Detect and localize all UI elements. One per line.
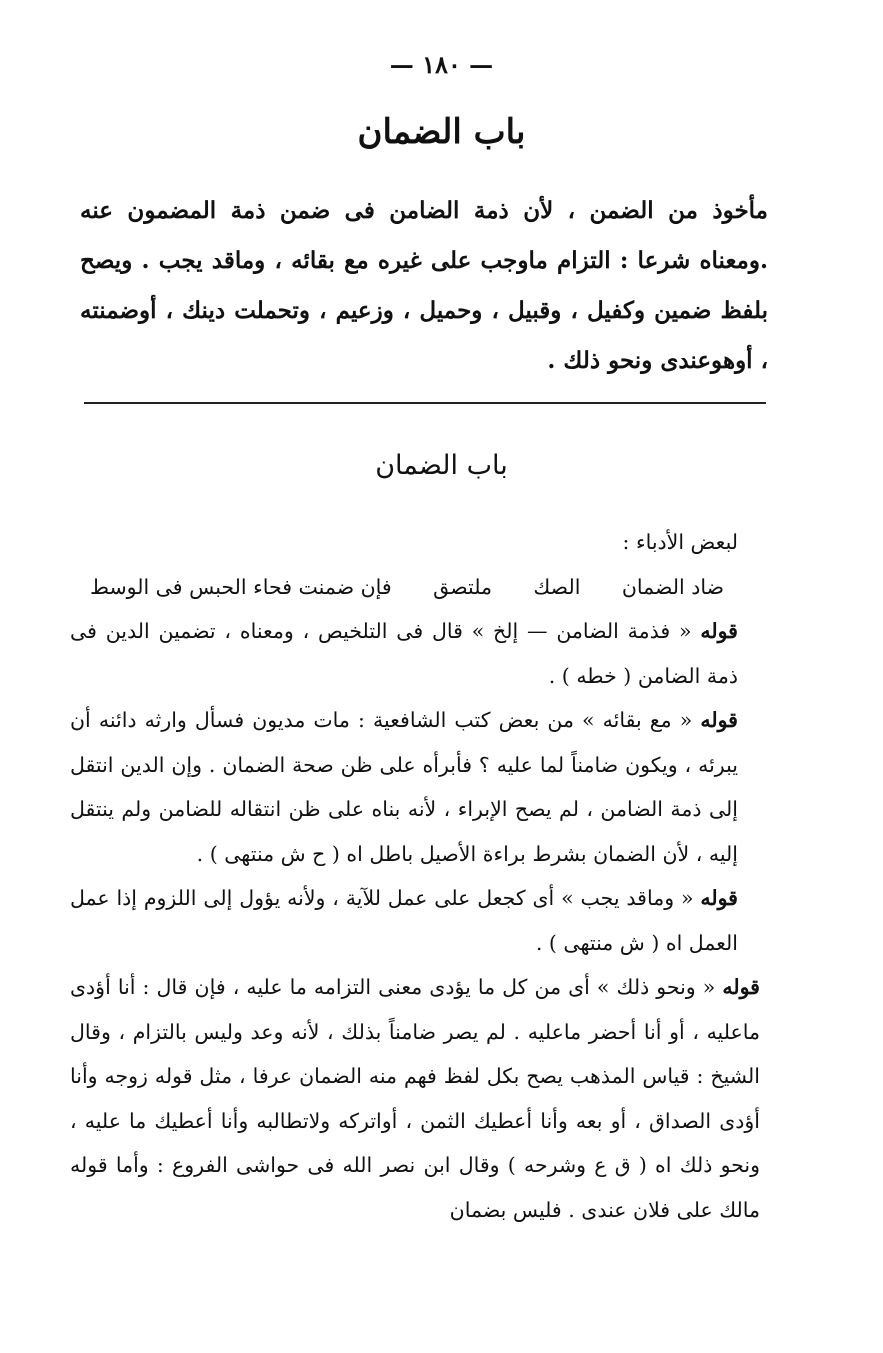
verse-part: فإن ضمنت فحاء الحبس فى الوسط <box>90 574 392 599</box>
commentary-paragraph <box>70 609 760 698</box>
commentary-body <box>70 520 760 1232</box>
verse-intro: لبعض الأدباء : <box>622 530 738 554</box>
verse-line <box>70 565 760 610</box>
verse-part: ضاد الضمان <box>621 574 724 599</box>
qawluhu-label: قوله <box>700 886 738 910</box>
separator-line <box>84 402 766 404</box>
main-text: مأخوذ من الضمن ، لأن ذمة الضامن فى ضمن ذمة المضمون عنه .ومعناه شرعا : التزام ماوجب على غيره مع بقائه ، وماقد يجب . ويصح بلفظ ضمين وكفيل ، وقبيل ، وحميل ، وزعيم ، وتحملت دينك ، أوضمنته ، أوهوعندى ونحو ذلك . <box>80 197 768 374</box>
paragraph-text: « ونحو ذلك » أى من كل ما يؤدى معنى التزامه ما عليه ، فإن قال : أنا أؤدى ماعليه ، أو أنا أحضر ماعليه . لم يصر ضامناً بذلك ، لأنه وعد وليس بالتزام ، وقال الشيخ : قياس المذهب يصح بكل لفظ فهم منه الضمان عرفا ، مثل قوله زوجه وأنا أؤدى الصداق ، أو بعه وأنا أعطيك الثمن ، أواتركه ولاتطالبه وأنا أعطيك ما عليه ، ونحو ذلك اه ( ق ع وشرحه ) وقال ابن نصر الله فى حواشى الفروع : وأما قوله مالك على فلان عندى . فليس بضمان <box>70 975 760 1222</box>
commentary-paragraph <box>70 698 760 876</box>
qawluhu-label: قوله <box>700 619 738 643</box>
commentary-title: باب الضمان <box>375 450 508 481</box>
commentary-paragraph <box>70 965 760 1232</box>
page-number: — ١٨٠ — <box>389 50 494 79</box>
commentary-paragraph <box>70 876 760 965</box>
paragraph-text: « وماقد يجب » أى كجعل على عمل للآية ، ولأنه يؤول إلى اللزوم إذا عمل العمل اه ( ش منتهى ) . <box>70 886 738 955</box>
paragraph-text: « فذمة الضامن — إلخ » قال فى التلخيص ، ومعناه ، تضمين الدين فى ذمة الضامن ( خطه ) . <box>70 619 738 688</box>
chapter-title: باب الضمان <box>357 112 526 152</box>
qawluhu-label: قوله <box>722 975 760 999</box>
paragraph-text: « مع بقائه » من بعض كتب الشافعية : مات مديون فسأل وارثه دائنه أن يبرئه ، ويكون ضامناً لما عليه ؟ فأبرأه على ظن صحة الضمان . وإن الدين انتقل إلى ذمة الضامن ، لم يصح الإبراء ، لأنه بناه على ظن انتقاله للضامن ولم ينتقل إليه ، لأن الضمان بشرط براءة الأصيل باطل اه ( ح ش منتهى ) . <box>70 708 738 866</box>
qawluhu-label: قوله <box>700 708 738 732</box>
verse-part: ملتصق <box>433 574 492 599</box>
verse-part: الصك <box>533 574 581 599</box>
